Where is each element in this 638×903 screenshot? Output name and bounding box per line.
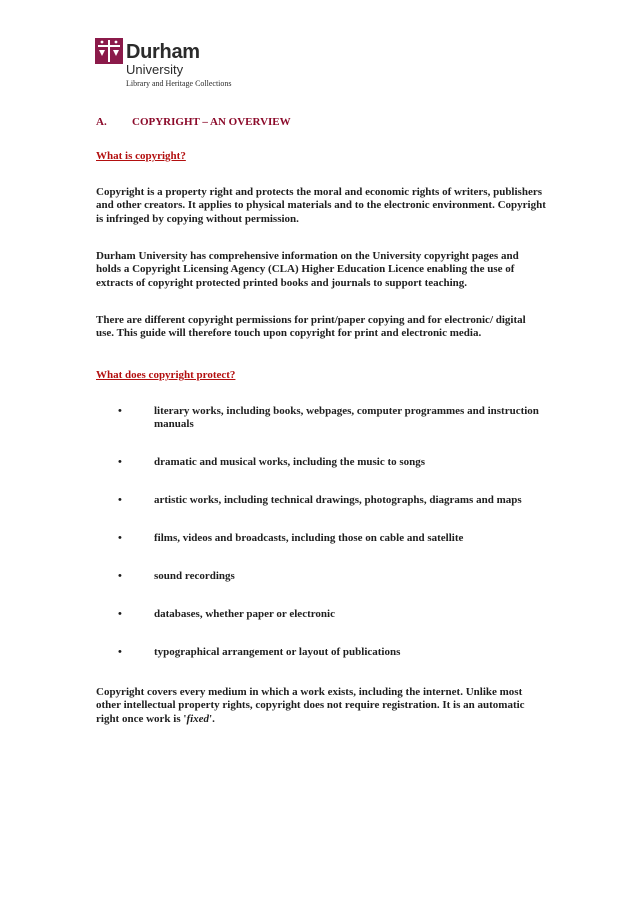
list-item: literary works, including books, webpages, computer programmes and instruction manuals [154,405,539,431]
list-bullet: • [118,405,122,417]
what-is-copyright-heading: What is copyright? [96,150,186,162]
heading-number: A. [96,116,107,128]
paragraph-1: Copyright is a property right and protects the moral and economic rights of writers, publishers and other creators. It applies to physical materials and to the electronic environment. Copyright is infringed by copying without permission. [96,186,546,225]
list-bullet: • [118,646,122,658]
list-item: typographical arrangement or layout of publications [154,646,401,658]
heading-title: COPYRIGHT – AN OVERVIEW [132,116,291,128]
list-item: sound recordings [154,570,235,582]
closing-text-start: Copyright covers every medium in which a work exists, including the internet. Unlike most other intellectual property rights, copyright does not require registration. It is an automatic right once work is ' [96,686,525,725]
durham-crest-icon [95,38,123,64]
list-bullet: • [118,494,122,506]
closing-paragraph [96,686,546,726]
closing-emphasis: fixed [186,712,210,725]
closing-text-end: '. [209,712,215,725]
what-does-copyright-protect-heading: What does copyright protect? [96,369,236,381]
logo-subtitle: Library and Heritage Collections [126,79,232,88]
list-item: artistic works, including technical drawings, photographs, diagrams and maps [154,494,522,506]
list-item: databases, whether paper or electronic [154,608,335,620]
paragraph-2: Durham University has comprehensive information on the University copyright pages and holds a Copyright Licensing Agency (CLA) Higher Education Licence enabling the use of extracts of copyright protected printed books and journals to support teaching. [96,250,519,289]
logo-name: Durham [126,41,200,63]
paragraph-3: There are different copyright permissions for print/paper copying and for electronic/ digital use. This guide will therefore touch upon copyright for print and electronic media. [96,314,526,340]
logo-university: University [126,62,184,77]
list-item: dramatic and musical works, including the music to songs [154,456,426,468]
list-item: films, videos and broadcasts, including those on cable and satellite [154,532,464,544]
list-bullet: • [118,456,122,468]
list-bullet: • [118,608,122,620]
list-bullet: • [118,532,122,544]
durham-university-logo [95,38,255,88]
list-bullet: • [118,570,122,582]
section-heading [96,116,291,128]
